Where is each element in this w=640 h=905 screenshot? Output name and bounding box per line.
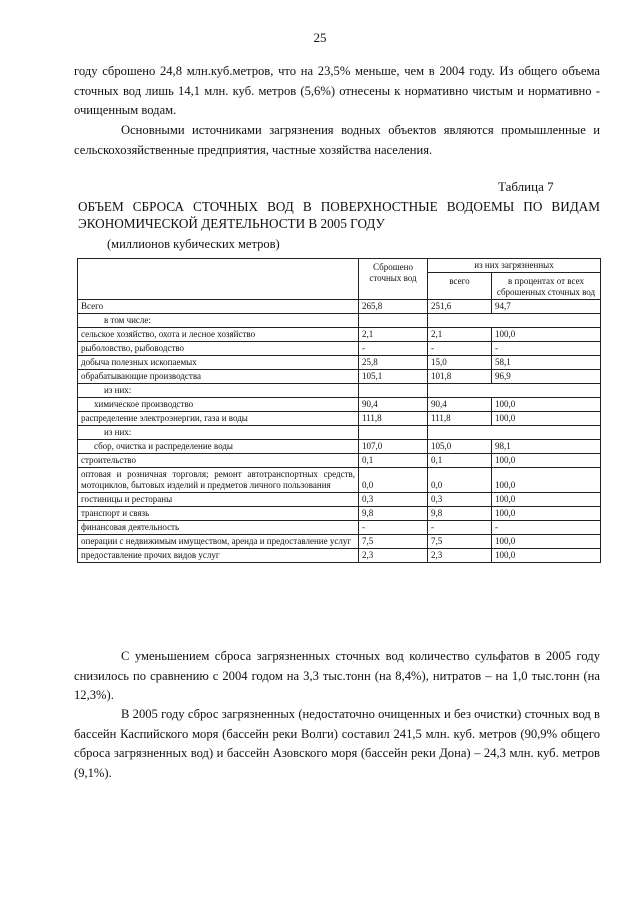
table-row — [78, 440, 601, 454]
cell-polluted — [428, 426, 601, 440]
row-label: предоставление прочих видов услуг — [78, 549, 359, 563]
cell-polluted: 2,1 — [428, 328, 492, 342]
row-label: Всего — [78, 300, 359, 314]
cell-discharged: 0,1 — [359, 454, 428, 468]
row-label: строительство — [78, 454, 359, 468]
intro-paragraph-2: Основными источниками загрязнения водных объектов являются промышленные и сельскохозяйственные предприятия, частные хозяйства населения. — [74, 123, 600, 157]
row-label: химическое производство — [78, 398, 359, 412]
intro-paragraph-1: году сброшено 24,8 млн.куб.метров, что на 23,5% меньше, чем в 2004 году. Из общего объема сточных вод лишь 14,1 млн. куб. метров (5,6%) отнесены к нормативно чистым и нормативно - очищенным водам. — [74, 64, 600, 117]
outro-paragraph-2: В 2005 году сброс загрязненных (недостаточно очищенных и без очистки) сточных вод в бассейн Каспийского моря (бассейн реки Волги) составил 241,5 млн. куб. метров (90,9% общего сброса загрязненных вод) и бассейн Азовского моря (бассейн реки Дона) – 24,3 млн. куб. метров (9,1%). — [74, 707, 600, 780]
cell-discharged: 265,8 — [359, 300, 428, 314]
table-row — [78, 398, 601, 412]
cell-polluted: 251,6 — [428, 300, 492, 314]
cell-percent: 96,9 — [492, 370, 601, 384]
cell-polluted: 15,0 — [428, 356, 492, 370]
row-label: распределение электроэнергии, газа и воды — [78, 412, 359, 426]
cell-polluted: - — [428, 521, 492, 535]
cell-discharged: - — [359, 521, 428, 535]
cell-percent: 100,0 — [492, 328, 601, 342]
cell-polluted — [428, 314, 601, 328]
table-row — [78, 356, 601, 370]
table-row — [78, 426, 601, 440]
header-total: всего — [428, 273, 492, 300]
cell-percent: 100,0 — [492, 468, 601, 493]
cell-polluted: 9,8 — [428, 507, 492, 521]
row-label: гостиницы и рестораны — [78, 493, 359, 507]
cell-percent: 100,0 — [492, 398, 601, 412]
table-row — [78, 370, 601, 384]
cell-polluted: 0,1 — [428, 454, 492, 468]
row-label: рыболовство, рыбоводство — [78, 342, 359, 356]
cell-discharged: 90,4 — [359, 398, 428, 412]
outro-paragraph-1: С уменьшением сброса загрязненных сточных вод количество сульфатов в 2005 году снизилось по сравнению с 2004 годом на 3,3 тыс.тонн (на 8,4%), нитратов – на 1,0 тыс.тонн (на 12,3%). — [74, 649, 600, 702]
cell-polluted: 90,4 — [428, 398, 492, 412]
cell-percent: 100,0 — [492, 412, 601, 426]
table-units: (миллионов кубических метров) — [107, 237, 280, 251]
row-label: обрабатывающие производства — [78, 370, 359, 384]
data-table — [77, 258, 601, 563]
cell-polluted: 0,0 — [428, 468, 492, 493]
cell-polluted: 7,5 — [428, 535, 492, 549]
page-number: 25 — [313, 30, 327, 45]
cell-discharged: - — [359, 342, 428, 356]
table-row — [78, 300, 601, 314]
header-label-cell — [78, 259, 359, 300]
row-label: транспорт и связь — [78, 507, 359, 521]
table-row — [78, 412, 601, 426]
cell-discharged — [359, 314, 428, 328]
cell-discharged: 9,8 — [359, 507, 428, 521]
cell-discharged: 7,5 — [359, 535, 428, 549]
cell-discharged — [359, 426, 428, 440]
table-row — [78, 521, 601, 535]
cell-percent: - — [492, 521, 601, 535]
row-label: добыча полезных ископаемых — [78, 356, 359, 370]
table-row — [78, 468, 601, 493]
header-percent: в процентах от всех сброшенных сточных вод — [492, 273, 601, 300]
cell-discharged: 2,3 — [359, 549, 428, 563]
header-polluted-group: из них загрязненных — [428, 259, 601, 273]
cell-discharged — [359, 384, 428, 398]
table-row — [78, 342, 601, 356]
cell-polluted: 0,3 — [428, 493, 492, 507]
table-row — [78, 549, 601, 563]
table-header-row — [78, 259, 601, 273]
cell-discharged: 2,1 — [359, 328, 428, 342]
header-discharged: Сброшено сточных вод — [359, 259, 428, 300]
table-row — [78, 535, 601, 549]
cell-polluted: 2,3 — [428, 549, 492, 563]
cell-polluted: 111,8 — [428, 412, 492, 426]
cell-percent: 100,0 — [492, 454, 601, 468]
row-label: в том числе: — [78, 314, 359, 328]
cell-discharged: 105,1 — [359, 370, 428, 384]
cell-polluted: 101,8 — [428, 370, 492, 384]
cell-percent: 58,1 — [492, 356, 601, 370]
row-label: оптовая и розничная торговля; ремонт автотранспортных средств, мотоциклов, бытовых изделий и предметов личного пользования — [78, 468, 359, 493]
cell-percent: 94,7 — [492, 300, 601, 314]
cell-percent: 100,0 — [492, 549, 601, 563]
cell-polluted: - — [428, 342, 492, 356]
row-label: из них: — [78, 426, 359, 440]
cell-discharged: 111,8 — [359, 412, 428, 426]
cell-polluted — [428, 384, 601, 398]
table-label: Таблица 7 — [498, 179, 554, 194]
row-label: сбор, очистка и распределение воды — [78, 440, 359, 454]
table-title: ОБЪЕМ СБРОСА СТОЧНЫХ ВОД В ПОВЕРХНОСТНЫЕ ВОДОЕМЫ ПО ВИДАМ ЭКОНОМИЧЕСКОЙ ДЕЯТЕЛЬНОСТИ В 2005 ГОДУ — [78, 199, 600, 231]
cell-percent: 98,1 — [492, 440, 601, 454]
table-row — [78, 328, 601, 342]
row-label: из них: — [78, 384, 359, 398]
row-label: сельское хозяйство, охота и лесное хозяйство — [78, 328, 359, 342]
table-row — [78, 454, 601, 468]
cell-percent: - — [492, 342, 601, 356]
table-row — [78, 493, 601, 507]
cell-discharged: 25,8 — [359, 356, 428, 370]
cell-polluted: 105,0 — [428, 440, 492, 454]
cell-percent: 100,0 — [492, 507, 601, 521]
row-label: финансовая деятельность — [78, 521, 359, 535]
cell-percent: 100,0 — [492, 493, 601, 507]
cell-discharged: 0,0 — [359, 468, 428, 493]
table-row — [78, 314, 601, 328]
cell-percent: 100,0 — [492, 535, 601, 549]
cell-discharged: 107,0 — [359, 440, 428, 454]
row-label: операции с недвижимым имуществом, аренда и предоставление услуг — [78, 535, 359, 549]
table-row — [78, 384, 601, 398]
table-row — [78, 507, 601, 521]
cell-discharged: 0,3 — [359, 493, 428, 507]
